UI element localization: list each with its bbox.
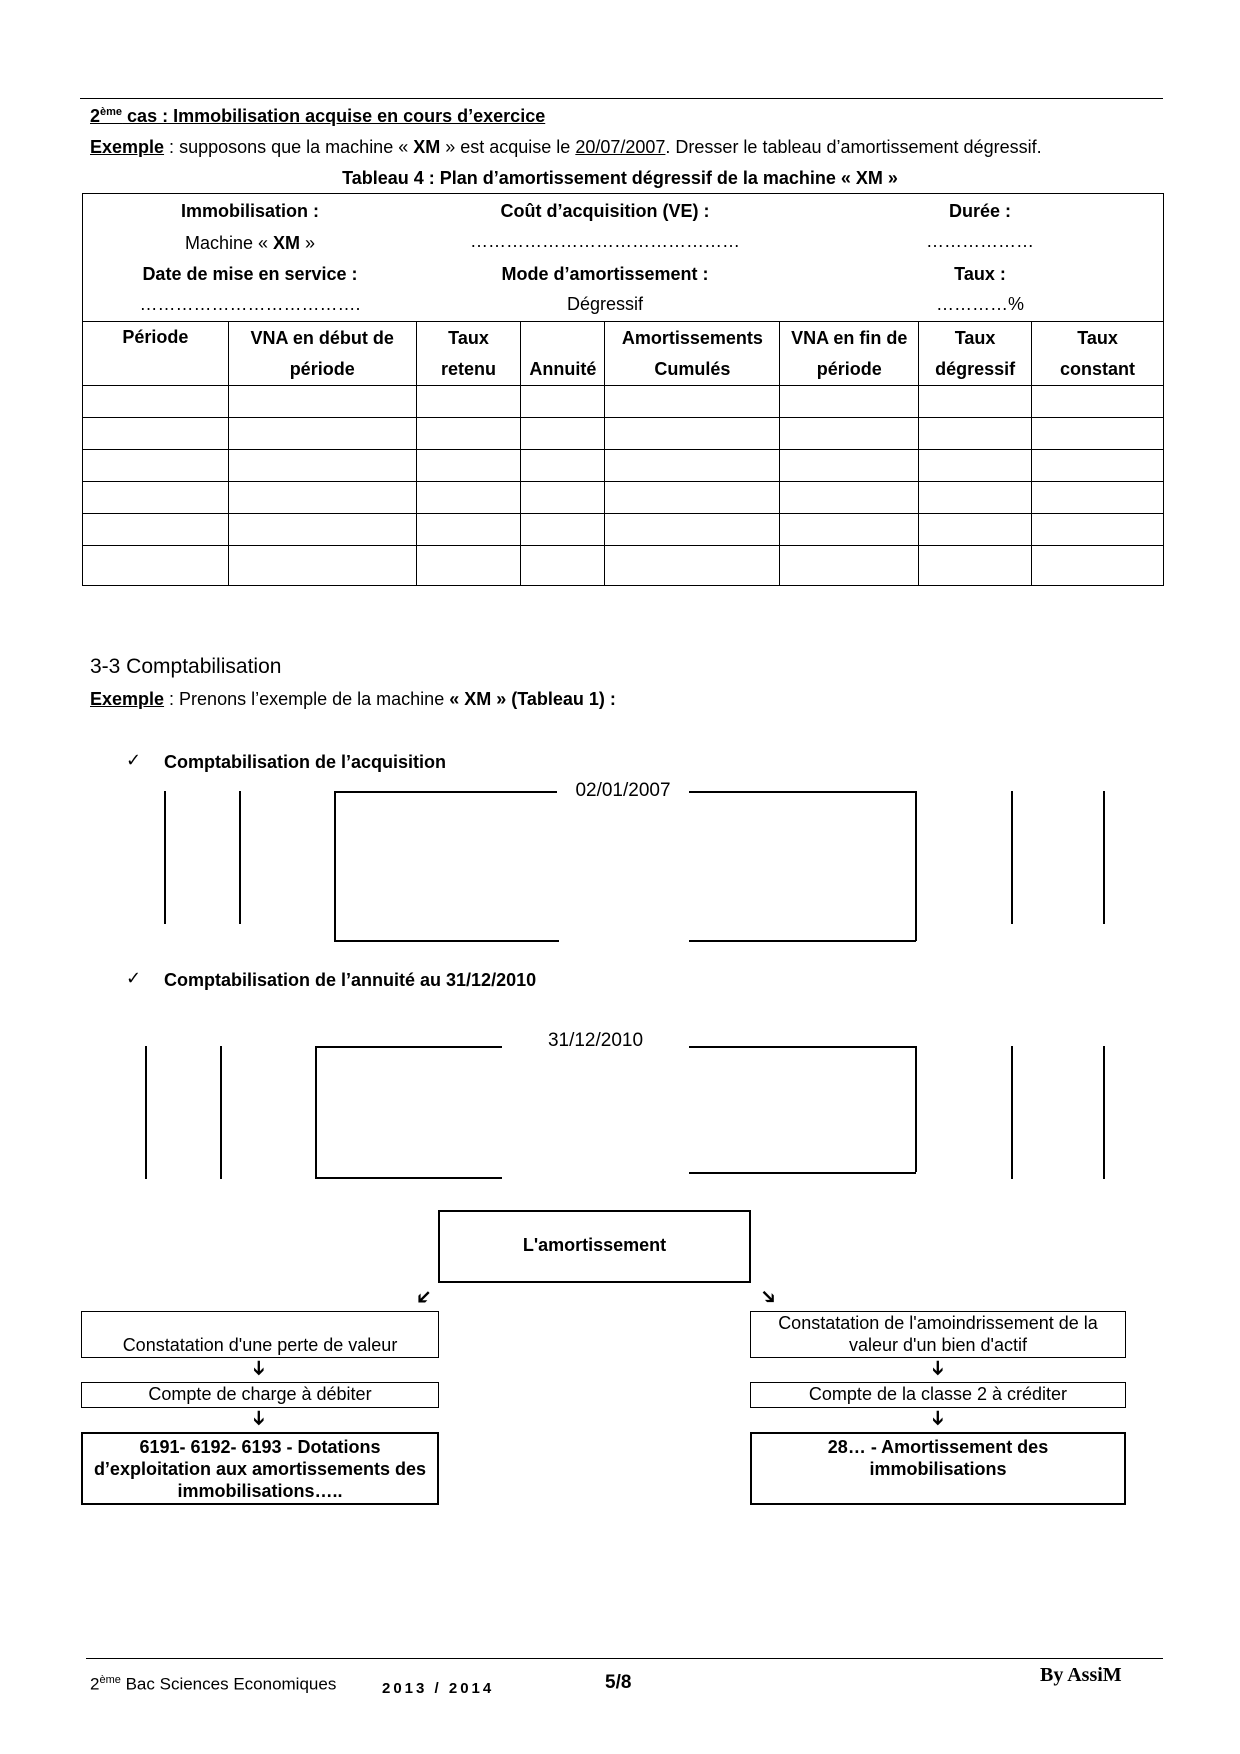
- arrow-down-icon: ➔: [247, 1409, 270, 1427]
- flow-left-box-3: 6191- 6192- 6193 - Dotations d’exploitation aux amortissements des immobilisations…..: [81, 1432, 439, 1505]
- table4-caption: Tableau 4 : Plan d’amortissement dégressif de la machine « XM »: [342, 168, 898, 188]
- journal2-frame-left: [315, 1046, 317, 1178]
- taux-value: …………%: [935, 294, 1024, 314]
- journal2-frame-top-right: [689, 1046, 916, 1048]
- table-row: [83, 482, 1164, 514]
- flow-right-box-3: 28… - Amortissement des immobilisations: [750, 1432, 1126, 1505]
- mode-value: Dégressif: [566, 294, 644, 314]
- table-row: [83, 386, 1164, 418]
- header-annuite: Annuité: [521, 322, 605, 386]
- arrow-down-right-icon: ➔: [754, 1283, 783, 1311]
- journal1-frame-bottom-right: [689, 940, 916, 942]
- arrow-down-left-icon: ➔: [409, 1283, 438, 1311]
- check-icon: ✓: [126, 968, 142, 988]
- header-taux-degressif: Taux dégressif: [919, 322, 1032, 386]
- journal2-col-line: [1011, 1046, 1013, 1179]
- arrow-down-icon: ➔: [247, 1359, 270, 1377]
- footer-author: By AssiM: [1040, 1664, 1122, 1686]
- amortization-table: [82, 321, 1164, 586]
- date-value: ……………………………….: [139, 294, 361, 314]
- section-3-3-example: Exemple : Prenons l’exemple de la machine « XM » (Tableau 1) :: [90, 689, 616, 709]
- table-row: [83, 418, 1164, 450]
- journal1-label: Comptabilisation de l’acquisition: [164, 752, 447, 772]
- header-periode: Période: [83, 322, 229, 386]
- table-row: [83, 546, 1164, 586]
- journal1-frame-top-right: [689, 791, 916, 793]
- cout-label: Coût d’acquisition (VE) :: [500, 201, 710, 221]
- taux-label: Taux :: [954, 264, 1006, 284]
- header-amortissements-cumules: Amortissements Cumulés: [605, 322, 780, 386]
- date-label: Date de mise en service :: [142, 264, 358, 284]
- journal1-frame-bottom-left: [334, 940, 559, 942]
- flow-left-box-2: Compte de charge à débiter: [81, 1382, 439, 1408]
- journal1-date: 02/01/2007: [575, 780, 671, 801]
- journal2-frame-bottom-right: [689, 1172, 916, 1174]
- footer-page: 5/8: [605, 1672, 632, 1693]
- table-header-row: [83, 322, 1164, 386]
- arrow-down-icon: ➔: [926, 1409, 949, 1427]
- top-rule: [80, 98, 1163, 99]
- journal1-col-line: [239, 791, 241, 924]
- footer-rule: [86, 1658, 1163, 1659]
- mode-label: Mode d’amortissement :: [501, 264, 709, 284]
- duree-label: Durée :: [948, 201, 1011, 221]
- journal2-frame-right: [915, 1046, 917, 1172]
- table-row: [83, 514, 1164, 546]
- flow-top-box: L'amortissement: [438, 1210, 751, 1283]
- journal1-frame-top-left: [334, 791, 557, 793]
- journal1-frame-right: [915, 791, 917, 941]
- duree-value: ………………: [926, 231, 1034, 251]
- case2-title: 2ème cas : Immobilisation acquise en cours d’exercice: [90, 106, 546, 126]
- journal1-col-line: [164, 791, 166, 924]
- flow-left-box-1: Constatation d'une perte de valeur: [81, 1311, 439, 1358]
- header-vna-debut: VNA en début de période: [228, 322, 416, 386]
- journal2-frame-bottom-left: [315, 1177, 502, 1179]
- arrow-down-icon: ➔: [926, 1359, 949, 1377]
- check-icon: ✓: [126, 750, 142, 770]
- table-row: [83, 450, 1164, 482]
- journal2-col-line: [145, 1046, 147, 1179]
- header-vna-fin: VNA en fin de période: [780, 322, 919, 386]
- cout-value: ………………………………………: [470, 231, 740, 251]
- header-taux-retenu: Taux retenu: [416, 322, 521, 386]
- flow-right-box-2: Compte de la classe 2 à créditer: [750, 1382, 1126, 1408]
- flow-right-box-1: Constatation de l'amoindrissement de la valeur d'un bien d'actif: [750, 1311, 1126, 1358]
- journal2-col-line: [220, 1046, 222, 1179]
- journal2-col-line: [1103, 1046, 1105, 1179]
- section-3-3-title: 3-3 Comptabilisation: [90, 655, 282, 678]
- journal2-frame-top-left: [315, 1046, 502, 1048]
- journal1-col-line: [1011, 791, 1013, 924]
- immobilisation-value: Machine « XM »: [184, 233, 316, 253]
- header-taux-constant: Taux constant: [1032, 322, 1164, 386]
- case2-example: Exemple : supposons que la machine « XM » est acquise le 20/07/2007. Dresser le tableau d’amortissement dégressif.: [90, 137, 1042, 157]
- journal2-label: Comptabilisation de l’annuité au 31/12/2010: [164, 970, 537, 990]
- footer-year: 2013 / 2014: [382, 1680, 495, 1697]
- journal1-col-line: [1103, 791, 1105, 924]
- journal1-frame-left: [334, 791, 336, 941]
- immobilisation-label: Immobilisation :: [180, 201, 319, 221]
- journal2-date: 31/12/2010: [547, 1030, 644, 1051]
- footer-class: 2ème Bac Sciences Economiques: [90, 1674, 337, 1694]
